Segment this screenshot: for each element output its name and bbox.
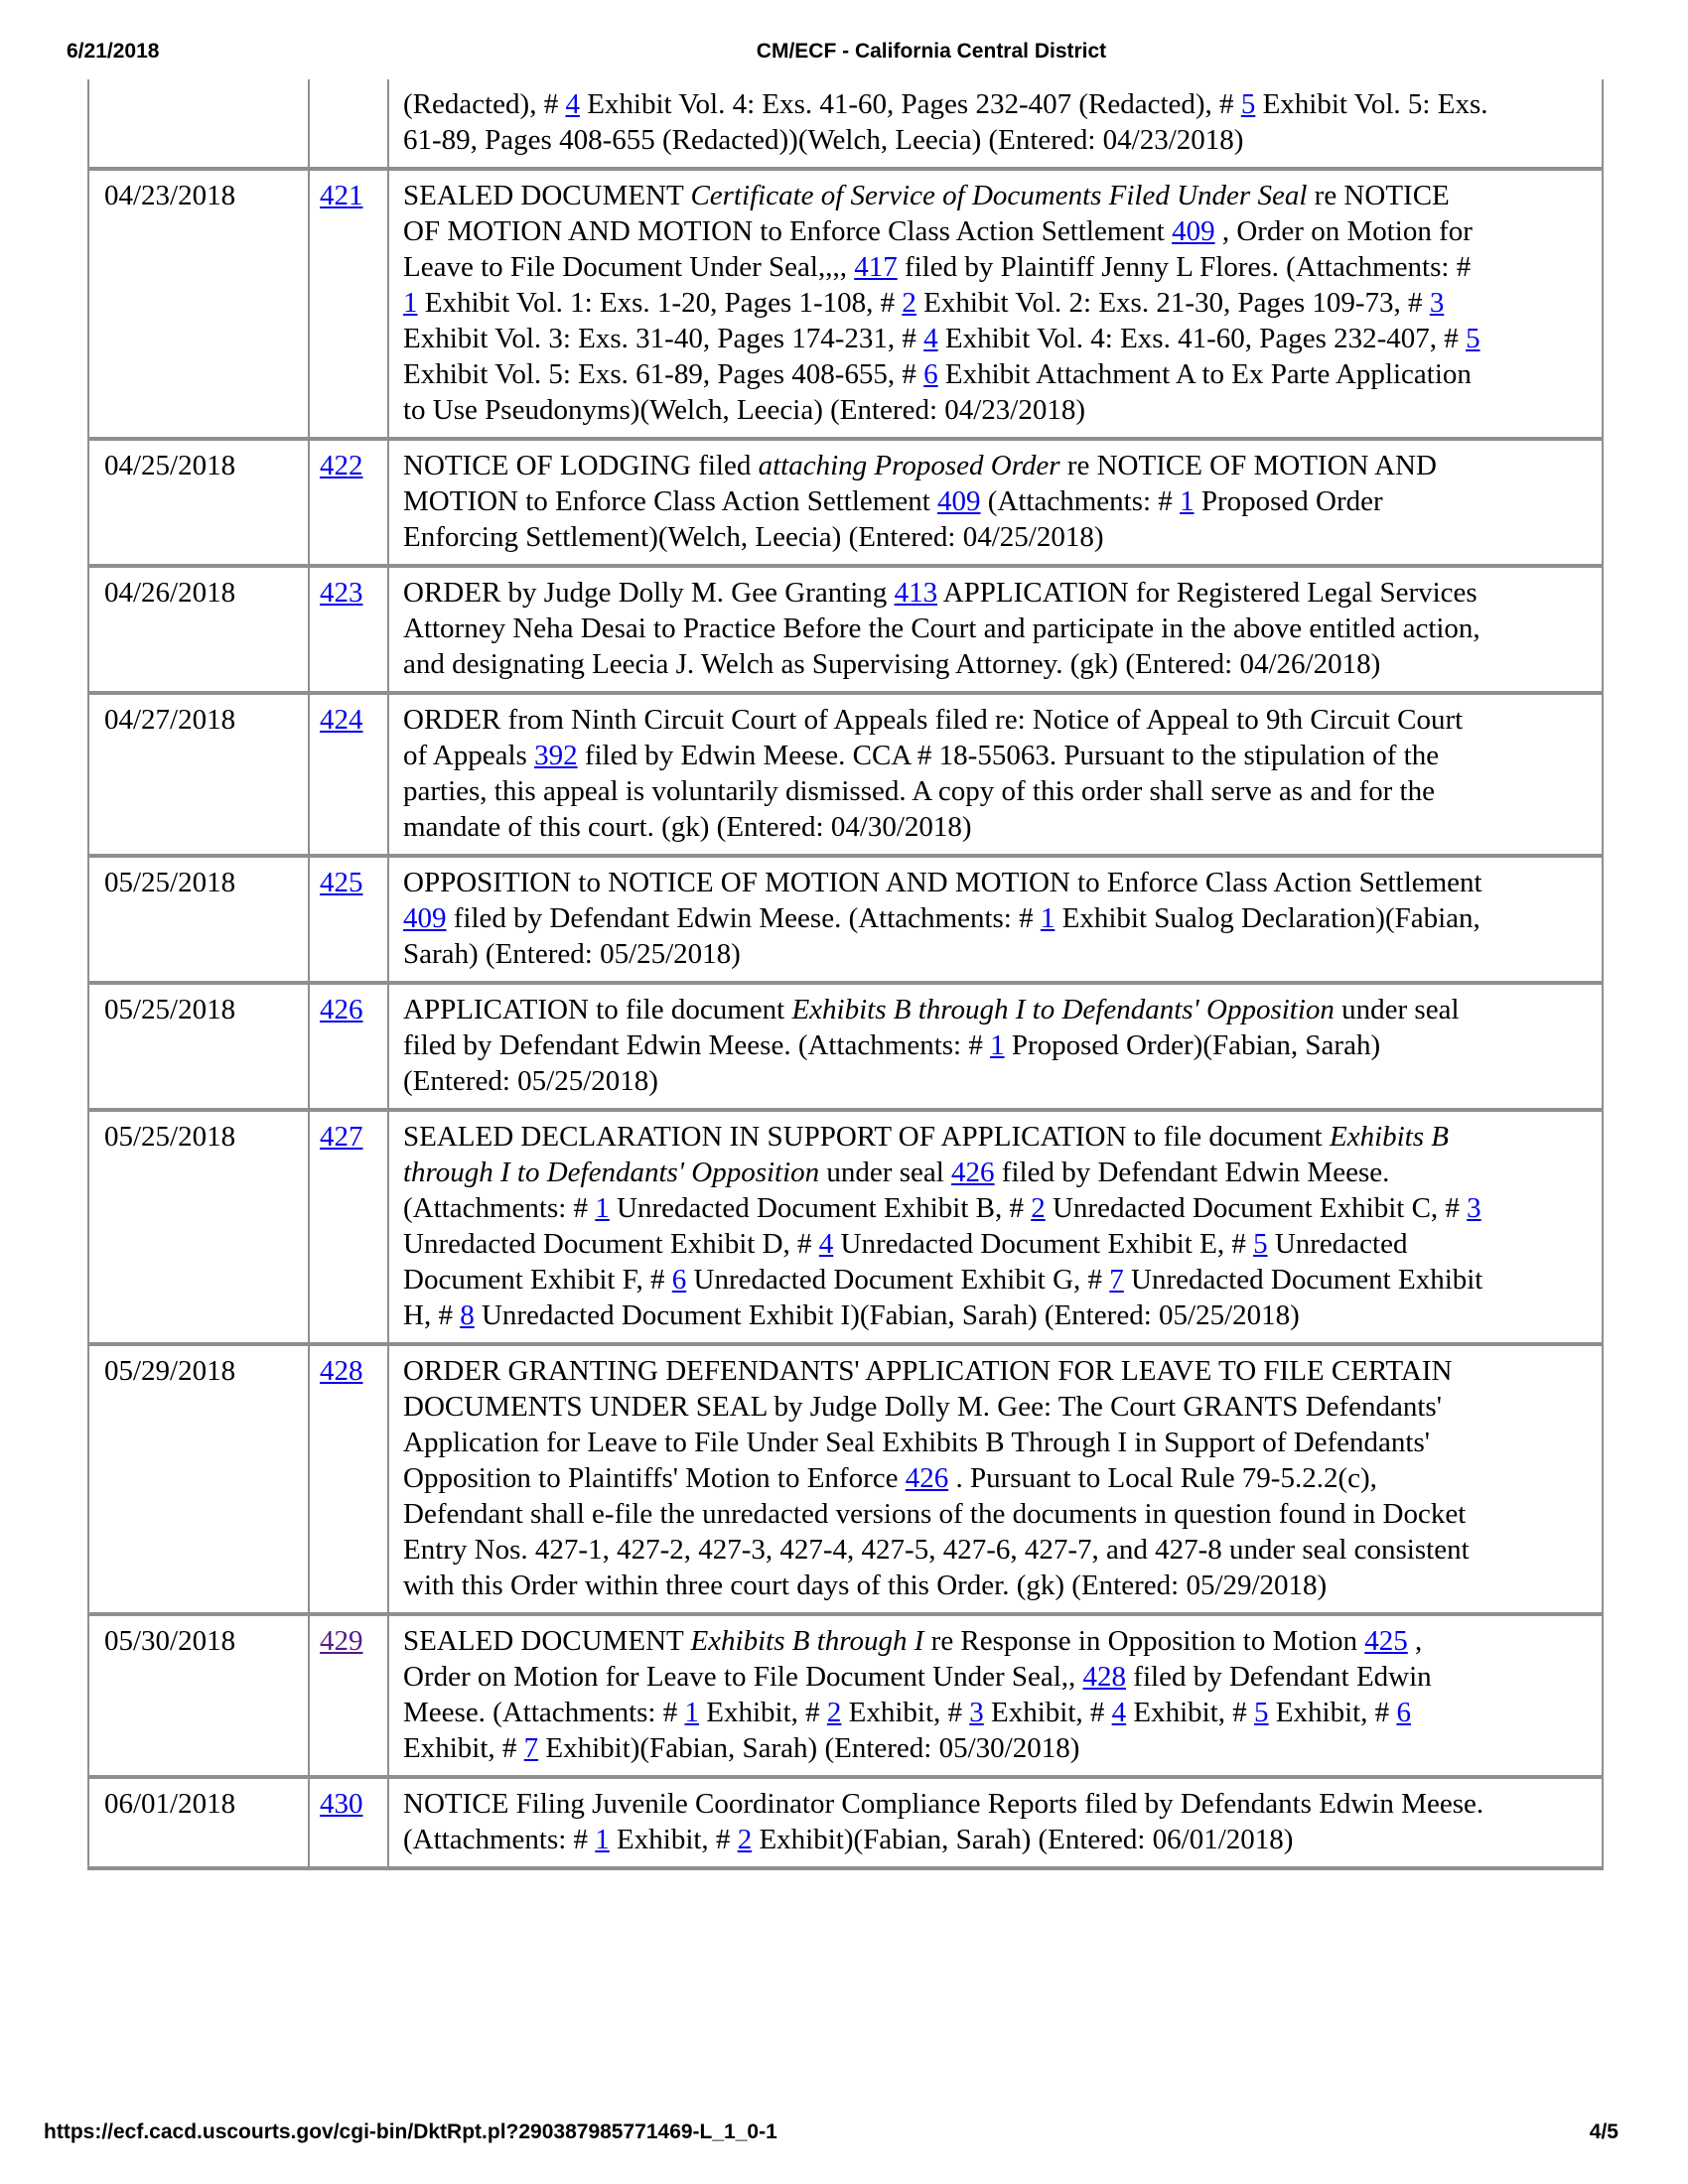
entry-text: Exhibit, #: [983, 1697, 1112, 1728]
entry-text: OPPOSITION to NOTICE OF MOTION AND MOTION to Enforce Class Action Settlement: [403, 867, 1482, 898]
entry-text: Unredacted Document Exhibit E, #: [833, 1228, 1254, 1260]
document-ref-link[interactable]: 4: [818, 1228, 834, 1260]
entry-text: Exhibit)(Fabian, Sarah) (Entered: 06/01/2018): [752, 1824, 1294, 1855]
entry-text: APPLICATION to file document: [403, 994, 792, 1025]
docket-number-cell: [309, 1110, 388, 1344]
entry-text: (Redacted), #: [403, 88, 566, 120]
docket-row: [88, 1344, 1603, 1614]
docket-row: [88, 983, 1603, 1110]
entry-text: Exhibit, #: [403, 1732, 524, 1764]
document-ref-link[interactable]: 428: [1082, 1661, 1127, 1693]
docket-row: [88, 169, 1603, 439]
entry-text: ORDER GRANTING DEFENDANTS' APPLICATION FOR LEAVE TO FILE CERTAIN DOCUMENTS UNDER SEAL by Judge Dolly M. Gee: The Court GRANTS Defendants' Application for Leave to File Under Seal Exhibits B Through I in Support of Defendants' Opposition to Plaintiffs' Motion to Enforce: [403, 1355, 1453, 1494]
entry-text: under seal: [819, 1157, 952, 1188]
docket-number-link[interactable]: 428: [320, 1355, 363, 1387]
docket-table-body: [88, 79, 1603, 1868]
document-ref-link[interactable]: 409: [403, 902, 447, 934]
document-ref-link[interactable]: 409: [937, 485, 981, 517]
docket-number-cell: [309, 856, 388, 983]
entry-text: Exhibit, #: [698, 1697, 827, 1728]
docket-row: [88, 79, 1603, 169]
entry-text: SEALED DOCUMENT: [403, 1625, 691, 1657]
document-ref-link[interactable]: 2: [826, 1697, 842, 1728]
docket-number-cell: [309, 693, 388, 856]
document-ref-link[interactable]: 5: [1466, 323, 1480, 354]
document-ref-link[interactable]: 426: [905, 1462, 949, 1494]
entry-description-cell: [388, 566, 1603, 693]
entry-text: filed by Plaintiff Jenny L Flores. (Attachments: #: [897, 251, 1472, 283]
entry-text: Exhibit Vol. 4: Exs. 41-60, Pages 232-407 (Redacted), #: [579, 88, 1241, 120]
document-ref-link[interactable]: 4: [1111, 1697, 1127, 1728]
entry-text: , Order on Motion for Leave to File Document Under Seal,,: [403, 1625, 1423, 1693]
entry-text: Exhibit Vol. 1: Exs. 1-20, Pages 1-108, #: [417, 287, 903, 319]
entry-text: Unredacted Document Exhibit F, #: [403, 1228, 1408, 1296]
docket-number-link[interactable]: 430: [320, 1788, 363, 1820]
docket-row: [88, 1614, 1603, 1777]
document-ref-link[interactable]: 5: [1240, 88, 1256, 120]
entry-text: Exhibit, #: [609, 1824, 738, 1855]
document-ref-link[interactable]: 5: [1254, 1697, 1269, 1728]
entry-text: Exhibit Vol. 5: Exs. 61-89, Pages 408-655 (Redacted))(Welch, Leecia) (Entered: 04/23/2018): [403, 88, 1488, 156]
filing-date-cell: 05/25/2018: [88, 1110, 309, 1344]
docket-number-cell: [309, 439, 388, 566]
filing-date-cell: 04/26/2018: [88, 566, 309, 693]
docket-number-cell: [309, 1344, 388, 1614]
docket-number-link[interactable]: 427: [320, 1121, 363, 1153]
entry-text: Exhibit Sualog Declaration)(Fabian, Sarah) (Entered: 05/25/2018): [403, 902, 1480, 970]
entry-text-italic: Certificate of Service of Documents Filed Under Seal: [690, 180, 1308, 211]
docket-number-link[interactable]: 424: [320, 704, 363, 736]
entry-description-cell: [388, 983, 1603, 1110]
entry-text: Unredacted Document Exhibit H, #: [403, 1264, 1483, 1331]
entry-description-cell: [388, 693, 1603, 856]
document-ref-link[interactable]: 3: [969, 1697, 984, 1728]
document-ref-link[interactable]: 392: [534, 740, 578, 771]
docket-table: [87, 79, 1604, 1870]
docket-number-cell: [309, 983, 388, 1110]
document-ref-link[interactable]: 1: [1040, 902, 1055, 934]
entry-text: Proposed Order)(Fabian, Sarah) (Entered: 05/25/2018): [403, 1029, 1381, 1097]
entry-text: . Pursuant to Local Rule 79-5.2.2(c), Defendant shall e-file the unredacted versions of the documents in question found in Docket Entry Nos. 427-1, 427-2, 427-3, 427-4, 427-5, 427-6, 427-7, and 427-8 under seal consistent with this Order within three court days of this Order. (gk) (Entered: 05/29/2018): [403, 1462, 1470, 1601]
entry-text: NOTICE OF LODGING filed: [403, 450, 759, 481]
entry-text-italic: attaching Proposed Order: [758, 450, 1060, 481]
entry-text: under seal filed by Defendant Edwin Meese. (Attachments: #: [403, 994, 1460, 1061]
docket-number-link[interactable]: 425: [320, 867, 363, 898]
filing-date-cell: 06/01/2018: [88, 1777, 309, 1868]
entry-text: re Response in Opposition to Motion: [923, 1625, 1365, 1657]
entry-text: Exhibit, #: [1268, 1697, 1397, 1728]
document-ref-link[interactable]: 1: [1180, 485, 1195, 517]
document-ref-link[interactable]: 4: [565, 88, 580, 120]
entry-description-cell: [388, 1344, 1603, 1614]
entry-text: Exhibit, #: [841, 1697, 970, 1728]
document-ref-link[interactable]: 1: [990, 1029, 1005, 1061]
entry-description-cell: [388, 439, 1603, 566]
filing-date-cell: 05/25/2018: [88, 856, 309, 983]
entry-text-italic: Exhibits B through I to Defendants' Opposition: [791, 994, 1335, 1025]
entry-text: NOTICE Filing Juvenile Coordinator Compliance Reports filed by Defendants Edwin Meese. (Attachments: #: [403, 1788, 1484, 1855]
document-ref-link[interactable]: 6: [923, 358, 938, 390]
document-ref-link[interactable]: 409: [1172, 215, 1215, 247]
entry-text: Unredacted Document Exhibit B, #: [609, 1192, 1032, 1224]
print-footer-page-indicator: 4/5: [1589, 2120, 1618, 2143]
document-ref-link[interactable]: 4: [923, 323, 938, 354]
entry-text: (Attachments: #: [980, 485, 1181, 517]
docket-row: [88, 856, 1603, 983]
docket-number-cell: [309, 1614, 388, 1777]
docket-number-cell: [309, 1777, 388, 1868]
filing-date-cell: 05/30/2018: [88, 1614, 309, 1777]
filing-date-cell: 05/29/2018: [88, 1344, 309, 1614]
document-ref-link[interactable]: 413: [894, 577, 938, 609]
print-header-title: CM/ECF - California Central District: [756, 40, 1107, 63]
filing-date-cell: 04/27/2018: [88, 693, 309, 856]
filing-date-cell: 04/23/2018: [88, 169, 309, 439]
document-ref-link[interactable]: 3: [1429, 287, 1445, 319]
document-ref-link[interactable]: 8: [460, 1299, 475, 1331]
entry-text: Unredacted Document Exhibit D, #: [403, 1228, 819, 1260]
entry-text: Unredacted Document Exhibit I)(Fabian, Sarah) (Entered: 05/25/2018): [474, 1299, 1300, 1331]
entry-text: filed by Edwin Meese. CCA # 18-55063. Pursuant to the stipulation of the parties, this appeal is voluntarily dismissed. A copy of this order shall serve as and for the mandate of this court. (gk) (Entered: 04/30/2018): [403, 740, 1440, 843]
document-ref-link[interactable]: 1: [684, 1697, 699, 1728]
entry-text: Exhibit, #: [1126, 1697, 1255, 1728]
filing-date-cell: [88, 79, 309, 169]
document-ref-link[interactable]: 3: [1467, 1192, 1481, 1224]
document-ref-link[interactable]: 425: [1364, 1625, 1408, 1657]
docket-row: [88, 1110, 1603, 1344]
document-ref-link[interactable]: 417: [854, 251, 898, 283]
entry-text: re NOTICE OF MOTION AND MOTION to Enforce Class Action Settlement: [403, 180, 1450, 247]
entry-text: filed by Defendant Edwin Meese. (Attachments: #: [403, 1661, 1432, 1728]
document-ref-link[interactable]: 7: [523, 1732, 539, 1764]
document-ref-link[interactable]: 2: [1031, 1192, 1046, 1224]
entry-text: APPLICATION for Registered Legal Services Attorney Neha Desai to Practice Before the Court and participate in the above entitled action, and designating Leecia J. Welch as Supervising Attorney. (gk) (Entered: 04/26/2018): [403, 577, 1480, 680]
entry-description-cell: [388, 856, 1603, 983]
docket-row: [88, 693, 1603, 856]
docket-number-cell: [309, 79, 388, 169]
entry-text: Exhibit Vol. 4: Exs. 41-60, Pages 232-407, #: [937, 323, 1467, 354]
docket-number-cell: [309, 566, 388, 693]
filing-date-cell: 05/25/2018: [88, 983, 309, 1110]
entry-text: re NOTICE OF MOTION AND MOTION to Enforce Class Action Settlement: [403, 450, 1437, 517]
entry-description-cell: [388, 1614, 1603, 1777]
entry-text: Unredacted Document Exhibit G, #: [686, 1264, 1110, 1296]
entry-text: Exhibit Vol. 5: Exs. 61-89, Pages 408-655, #: [403, 358, 924, 390]
entry-text: Unredacted Document Exhibit C, #: [1045, 1192, 1468, 1224]
docket-row: [88, 1777, 1603, 1868]
entry-text: filed by Defendant Edwin Meese. (Attachments: #: [446, 902, 1041, 934]
entry-text: filed by Defendant Edwin Meese. (Attachments: #: [403, 1157, 1390, 1224]
document-ref-link[interactable]: 1: [595, 1192, 610, 1224]
docket-number-link[interactable]: 422: [320, 450, 363, 481]
entry-description-cell: [388, 79, 1603, 169]
document-ref-link[interactable]: 2: [737, 1824, 753, 1855]
document-ref-link[interactable]: 6: [1396, 1697, 1411, 1728]
document-ref-link[interactable]: 7: [1109, 1264, 1124, 1296]
entry-text: ORDER from Ninth Circuit Court of Appeals filed re: Notice of Appeal to 9th Circuit Court of Appeals: [403, 704, 1464, 771]
docket-number-link[interactable]: 421: [320, 180, 363, 211]
filing-date-cell: 04/25/2018: [88, 439, 309, 566]
entry-text: SEALED DECLARATION IN SUPPORT OF APPLICATION to file document: [403, 1121, 1330, 1153]
docket-number-link[interactable]: 429: [320, 1625, 363, 1657]
document-ref-link[interactable]: 6: [671, 1264, 687, 1296]
docket-row: [88, 439, 1603, 566]
docket-number-link[interactable]: 423: [320, 577, 363, 609]
print-header-date: 6/21/2018: [67, 40, 160, 63]
entry-text-italic: Exhibits B through I to Defendants' Opposition: [403, 1121, 1449, 1188]
entry-description-cell: [388, 169, 1603, 439]
entry-text-italic: Exhibits B through I: [690, 1625, 924, 1657]
entry-text: Exhibit)(Fabian, Sarah) (Entered: 05/30/2018): [538, 1732, 1080, 1764]
print-footer-url: https://ecf.cacd.uscourts.gov/cgi-bin/DktRpt.pl?290387985771469-L_1_0-1: [44, 2120, 777, 2143]
document-ref-link[interactable]: 1: [595, 1824, 610, 1855]
entry-description-cell: [388, 1110, 1603, 1344]
document-ref-link[interactable]: 2: [902, 287, 916, 319]
entry-description-cell: [388, 1777, 1603, 1868]
docket-row: [88, 566, 1603, 693]
document-ref-link[interactable]: 5: [1253, 1228, 1268, 1260]
docket-number-cell: [309, 169, 388, 439]
document-ref-link[interactable]: 1: [403, 287, 418, 319]
entry-text: Exhibit Vol. 2: Exs. 21-30, Pages 109-73, #: [915, 287, 1430, 319]
document-ref-link[interactable]: 426: [951, 1157, 995, 1188]
entry-text: ORDER by Judge Dolly M. Gee Granting: [403, 577, 895, 609]
entry-text: SEALED DOCUMENT: [403, 180, 691, 211]
entry-text: Exhibit Attachment A to Ex Parte Application to Use Pseudonyms)(Welch, Leecia) (Entered: 04/23/2018): [403, 358, 1472, 426]
docket-number-link[interactable]: 426: [320, 994, 363, 1025]
entry-text: Proposed Order Enforcing Settlement)(Welch, Leecia) (Entered: 04/25/2018): [403, 485, 1383, 553]
entry-text: , Order on Motion for Leave to File Document Under Seal,,,,: [403, 215, 1473, 283]
entry-text: Exhibit Vol. 3: Exs. 31-40, Pages 174-231, #: [403, 323, 924, 354]
